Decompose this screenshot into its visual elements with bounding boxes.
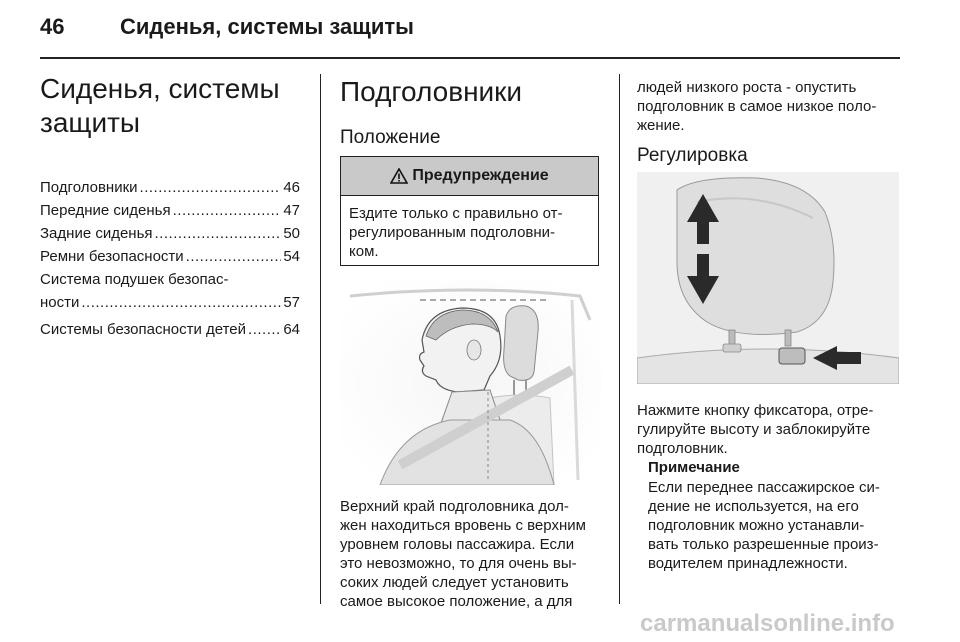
toc-item-label: Задние сиденья: [40, 225, 153, 242]
toc-leader-dots: [140, 176, 282, 199]
warning-line: регулированным подголовни-: [349, 224, 556, 241]
headrest-position-illustration: [340, 280, 602, 485]
toc-item-page: 50: [283, 225, 300, 242]
toc-item-label: Подголовники: [40, 179, 138, 196]
text-line: дение не используется, на его: [648, 498, 859, 515]
toc-leader-dots: [81, 291, 281, 314]
warning-triangle-icon: [390, 168, 408, 184]
toc-item-airbags[interactable]: [40, 268, 300, 314]
text-line: вать только разрешенные произ-: [648, 536, 879, 553]
toc-item-page: 54: [283, 248, 300, 265]
text-line: подголовник.: [637, 440, 728, 457]
warning-title: Предупреждение: [412, 167, 549, 184]
note-title: Примечание: [648, 459, 740, 476]
column-divider-right: [619, 74, 620, 604]
text-line: подголовник в самое низкое поло-: [637, 98, 877, 115]
toc-item-label: Передние сиденья: [40, 202, 171, 219]
column-divider-left: [320, 74, 321, 604]
text-line: Если переднее пассажирское си-: [648, 479, 880, 496]
toc-item-page: 47: [283, 202, 300, 219]
adjustment-subtitle: Регулировка: [637, 145, 748, 166]
text-line: людей низкого роста - опустить: [637, 79, 857, 96]
chapter-title-line1: Сиденья, системы: [40, 73, 280, 104]
section-title: Подголовники: [340, 76, 523, 107]
toc-item-child-restraints[interactable]: [40, 318, 300, 341]
page-number: 46: [40, 14, 65, 39]
text-line: гулируйте высоту и заблокируйте: [637, 421, 871, 438]
position-instructions: [340, 497, 610, 611]
toc-leader-dots: [248, 318, 281, 341]
toc-item-label: Ремни безопасности: [40, 248, 184, 265]
toc-leader-dots: [186, 245, 282, 268]
warning-box: [340, 156, 599, 266]
text-line: водителем принадлежности.: [648, 555, 848, 572]
warning-text: [341, 196, 598, 269]
text-line: жен находиться вровень с верхним: [340, 517, 586, 534]
note-text: [648, 478, 903, 573]
toc-item-rear-seats[interactable]: [40, 222, 300, 245]
text-line: это невозможно, то для очень вы-: [340, 555, 577, 572]
header-divider: [40, 57, 900, 59]
text-line: жение.: [637, 117, 685, 134]
position-continuation: [637, 78, 902, 135]
toc-leader-dots: [173, 199, 282, 222]
table-of-contents: [40, 176, 300, 341]
toc-leader-dots: [155, 222, 282, 245]
watermark: carmanualsonline.info: [640, 610, 895, 637]
text-line: Нажмите кнопку фиксатора, отре-: [637, 402, 874, 419]
section-subtitle: Положение: [340, 127, 441, 148]
adjustment-instructions: [637, 401, 902, 458]
warning-line: Ездите только с правильно от-: [349, 205, 563, 222]
warning-header: [341, 157, 598, 196]
chapter-title-line2: защиты: [40, 107, 141, 138]
toc-item-page: 57: [283, 294, 300, 311]
text-line: соких людей следует установить: [340, 574, 569, 591]
text-line: Верхний край подголовника дол-: [340, 498, 569, 515]
chapter-title: [40, 72, 310, 140]
running-header-title: Сиденья, системы защиты: [120, 14, 414, 39]
toc-item-seat-belts[interactable]: [40, 245, 300, 268]
toc-item-front-seats[interactable]: [40, 199, 300, 222]
text-line: подголовник можно устанавли-: [648, 517, 865, 534]
toc-item-label-line1: Система подушек безопас-: [40, 271, 229, 288]
toc-item-page: 64: [283, 321, 300, 338]
text-line: уровнем головы пассажира. Если: [340, 536, 575, 553]
headrest-adjustment-illustration: [637, 172, 899, 384]
warning-line: ком.: [349, 243, 379, 260]
toc-item-headrests[interactable]: [40, 176, 300, 199]
text-line: самое высокое положение, а для: [340, 593, 573, 610]
toc-item-page: 46: [283, 179, 300, 196]
toc-item-label-line2: ности: [40, 294, 80, 311]
toc-item-label: Системы безопасности детей: [40, 321, 247, 338]
